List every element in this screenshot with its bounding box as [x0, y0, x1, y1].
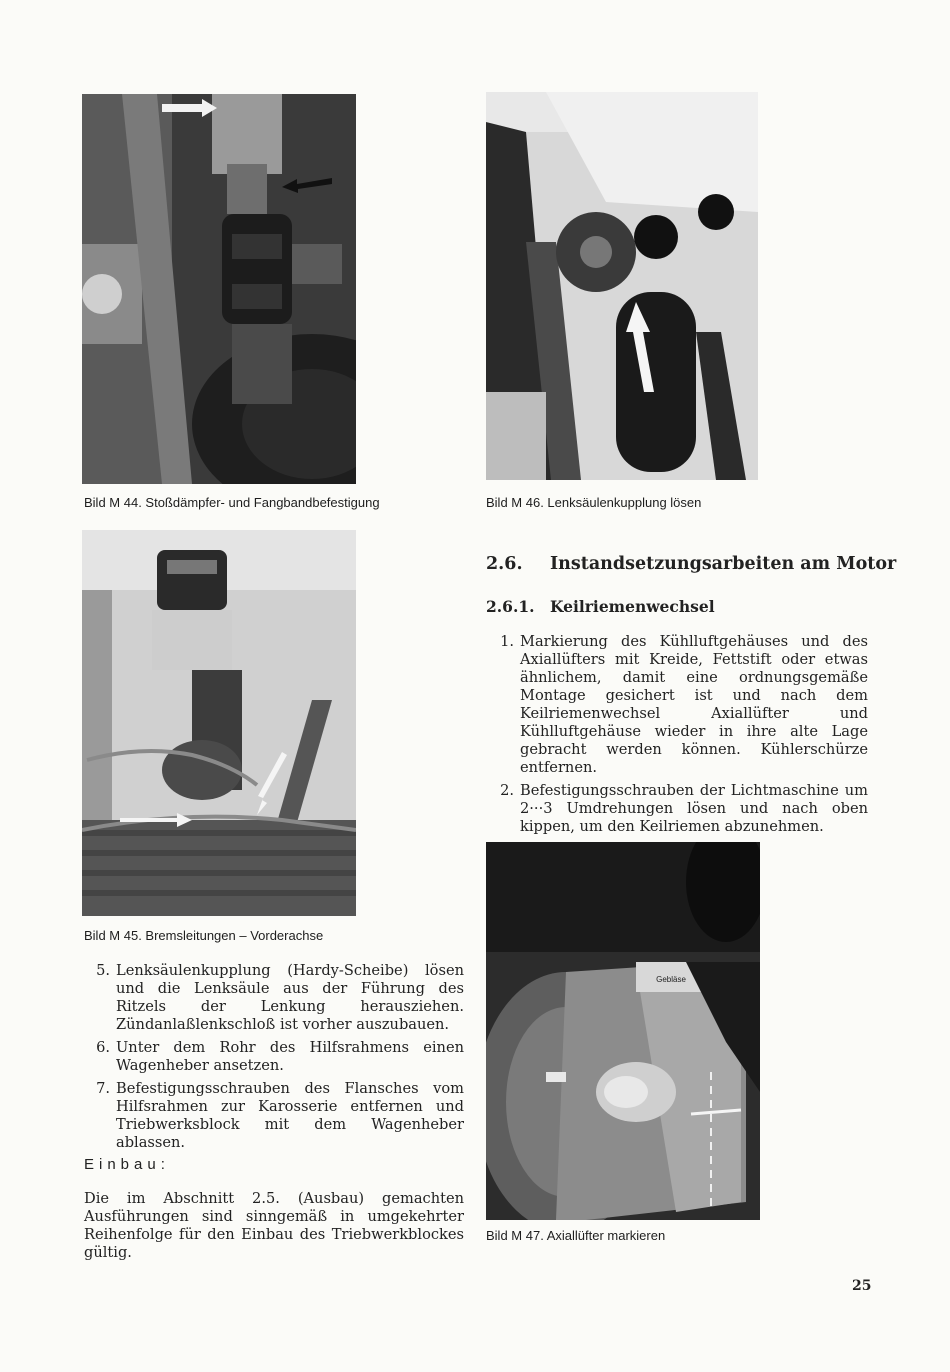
list-item-text: Markierung des Kühlluftgehäuses und des Axiallüfters mit Kreide, Fettstift oder etwas ähnlichem, damit eine ordnungsgemäße Montage gesichert ist und nach dem Keilriemenwechsel Axiallüfter und Kühlluftgehäuse wieder in ihre alte Lage gebracht werden können. Kühlerschürze entfernen.: [520, 633, 868, 776]
figure-m46-caption: Bild M 46. Lenksäulenkupplung lösen: [486, 495, 702, 510]
einbau-label: Einbau:: [84, 1156, 170, 1173]
figure-m47-photo: [486, 842, 760, 1220]
page-number: 25: [852, 1278, 872, 1294]
list-item: [488, 782, 868, 836]
list-item-text: Befestigungsschrauben der Lichtmaschine um 2···3 Umdrehungen lösen und nach oben kippen, um den Keilriemen abzunehmen.: [520, 782, 868, 835]
list-item-text: Unter dem Rohr des Hilfsrahmens einen Wagenheber ansetzen.: [116, 1039, 464, 1074]
list-item-number: 5.: [96, 962, 110, 979]
subsection-title: Keilriemenwechsel: [550, 597, 715, 616]
einbau-text: Die im Abschnitt 2.5. (Ausbau) gemachten Ausführungen sind sinngemäß in umgekehrter Reihenfolge für den Einbau des Triebwerkblockes gültig.: [84, 1190, 464, 1261]
figure-m44-photo: [82, 94, 356, 484]
figure-m45-caption: Bild M 45. Bremsleitungen – Vorderachse: [84, 928, 324, 943]
figure-m45-photo: [82, 530, 356, 916]
steps-right-list: [488, 633, 868, 841]
list-item: [488, 633, 868, 777]
subsection-number: 2.6.1.: [486, 597, 535, 616]
list-item-text: Befestigungsschrauben des Flansches vom Hilfsrahmen zur Karosserie entfernen und Triebwerksblock mit dem Wagenheber ablassen.: [116, 1080, 464, 1151]
list-item-number: 6.: [96, 1039, 110, 1056]
list-item-number: 7.: [96, 1080, 110, 1097]
section-number: 2.6.: [486, 554, 523, 574]
list-item-number: 2.: [500, 782, 514, 799]
section-heading: [486, 554, 897, 574]
figure-m44-caption: Bild M 44. Stoßdämpfer- und Fangbandbefestigung: [84, 495, 380, 510]
list-item: [84, 962, 464, 1034]
section-title: Instandsetzungsarbeiten am Motor: [550, 554, 897, 574]
list-item: [84, 1039, 464, 1075]
list-item: [84, 1080, 464, 1152]
figure-m47-caption: Bild M 47. Axiallüfter markieren: [486, 1228, 666, 1243]
figure-m46-photo: [486, 92, 758, 480]
subsection-heading: [486, 597, 715, 616]
steps-left-list: [84, 962, 464, 1157]
figure-m47-label-text: Gebläse: [656, 975, 686, 984]
list-item-number: 1.: [500, 633, 514, 650]
list-item-text: Lenksäulenkupplung (Hardy-Scheibe) lösen und die Lenksäule aus der Führung des Ritzels der Lenkung herausziehen. Zündanlaßlenkschloß ist vorher auszubauen.: [116, 962, 464, 1033]
